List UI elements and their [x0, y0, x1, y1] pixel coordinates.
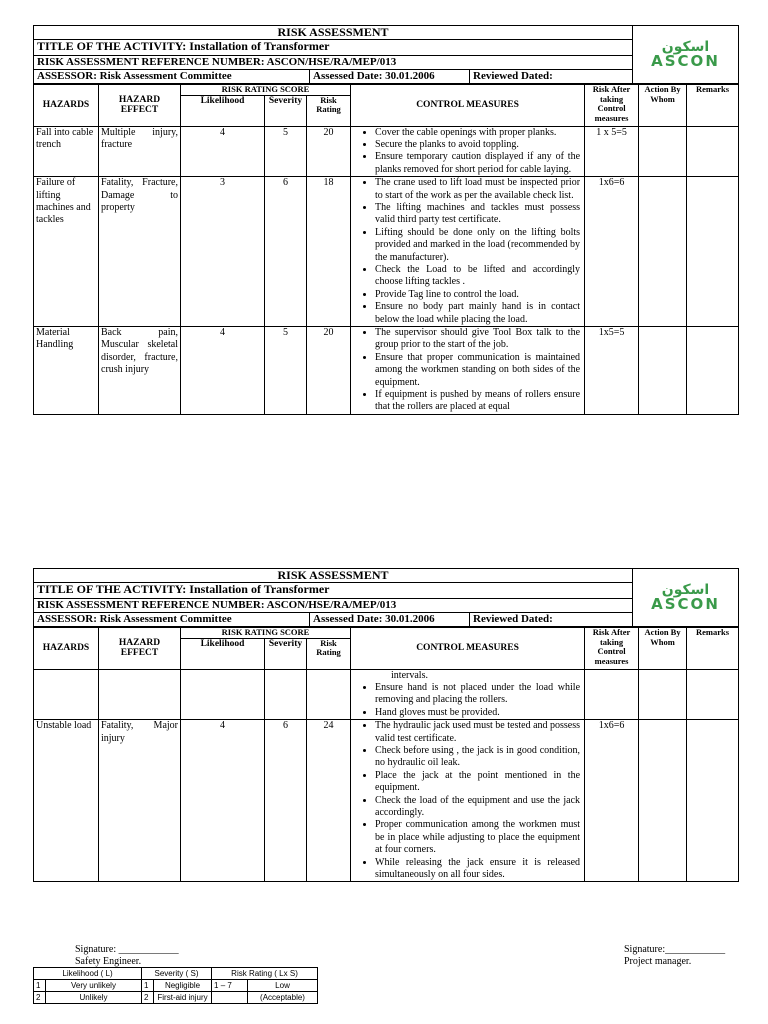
effect-cell: Fatality, Major injury	[99, 720, 181, 882]
col-risk-after: Risk After taking Control measures	[585, 85, 639, 127]
measure-item: • Ensure no body part mainly hand is in contact below the load while placing the load.	[375, 301, 580, 326]
reference-number: RISK ASSESSMENT REFERENCE NUMBER: ASCON/HSE/RA/MEP/013	[34, 56, 633, 70]
remarks-cell	[687, 177, 739, 327]
measure-item: • Proper communication among the workmen must be in place while adjusting to place the equipment at four corners.	[375, 819, 580, 856]
project-manager-signature	[624, 944, 725, 968]
rating-cell: 20	[307, 327, 351, 415]
safety-engineer-signature	[75, 944, 179, 968]
legend-rating-range: 1 – 7	[212, 980, 248, 992]
ascon-logo	[633, 569, 739, 627]
activity-label: TITLE OF THE ACTIVITY:	[37, 582, 187, 596]
likelihood-cell: 4	[181, 126, 265, 177]
header-table	[33, 568, 739, 627]
legend-severity-text: First-aid injury	[154, 992, 212, 1004]
risk-after-cell: 1x5=5	[585, 327, 639, 415]
measure-item: • While releasing the jack ensure it is released simultaneously on all four sides.	[375, 857, 580, 882]
assessor: ASSESSOR: Risk Assessment Committee	[34, 613, 310, 627]
effect-cell: Fatality, Fracture, Damage to property	[99, 177, 181, 327]
control-measures-cell	[351, 720, 585, 882]
legend-rows	[34, 980, 318, 1004]
assessment-sheet-1	[33, 25, 738, 415]
effect-cell	[99, 669, 181, 720]
likelihood-cell: 4	[181, 327, 265, 415]
col-action-by: Action By Whom	[639, 85, 687, 127]
rating-cell: 18	[307, 177, 351, 327]
severity-cell: 6	[265, 720, 307, 882]
hazard-cell: Material Handling	[34, 327, 99, 415]
col-remarks: Remarks	[687, 628, 739, 670]
measure-item: • Place the jack at the point mentioned in the equipment.	[375, 770, 580, 795]
measure-item: • Check the load of the equipment and use the jack accordingly.	[375, 795, 580, 820]
risk-row	[34, 126, 739, 177]
effect-cell: Back pain, Muscular skeletal disorder, fracture, crush injury	[99, 327, 181, 415]
legend-likelihood-num: 1	[34, 980, 46, 992]
activity-value: Installation of Transformer	[189, 582, 330, 596]
assessor: ASSESSOR: Risk Assessment Committee	[34, 70, 310, 84]
measure-item: • The lifting machines and tackles must possess valid third party test certificate.	[375, 202, 580, 227]
signature-role: Safety Engineer.	[75, 956, 142, 967]
measures-list	[353, 127, 580, 177]
col-risk-rating-score: RISK RATING SCORE	[181, 628, 351, 639]
col-risk-rating-score: RISK RATING SCORE	[181, 85, 351, 96]
continuation-text: intervals.	[391, 669, 428, 681]
severity-cell: 6	[265, 177, 307, 327]
col-hazards: HAZARDS	[34, 628, 99, 670]
action-cell	[639, 669, 687, 720]
measure-item: • Ensure that proper communication is maintained among the workmen standing on both sides of the equipment.	[375, 352, 580, 389]
ascon-logo	[633, 26, 739, 84]
logo-arabic: اسكون	[661, 582, 710, 598]
measure-item: • The hydraulic jack used must be tested and possess valid test certificate.	[375, 720, 580, 745]
legend-likelihood-text: Very unlikely	[46, 980, 142, 992]
legend-likelihood-text: Unlikely	[46, 992, 142, 1004]
col-risk-rating: Risk Rating	[307, 638, 351, 669]
risk-after-cell: 1x6=6	[585, 720, 639, 882]
risk-table	[33, 84, 739, 415]
remarks-cell	[687, 126, 739, 177]
rating-legend	[33, 967, 318, 1004]
activity-label: TITLE OF THE ACTIVITY:	[37, 39, 187, 53]
col-hazard-effect: HAZARD EFFECT	[99, 628, 181, 670]
control-measures-cell	[351, 669, 585, 720]
legend-severity-num: 1	[142, 980, 154, 992]
assessed-date: Assessed Date: 30.01.2006	[310, 70, 470, 84]
activity-title	[34, 583, 633, 599]
measure-item: • The crane used to lift load must be inspected prior to start of the work as per the available check list.	[375, 177, 580, 202]
risk-row	[34, 177, 739, 327]
continuation-row	[34, 669, 739, 720]
rating-cell	[307, 669, 351, 720]
action-cell	[639, 177, 687, 327]
col-hazard-effect: HAZARD EFFECT	[99, 85, 181, 127]
remarks-cell	[687, 720, 739, 882]
likelihood-cell: 4	[181, 720, 265, 882]
activity-value: Installation of Transformer	[189, 39, 330, 53]
severity-cell: 5	[265, 126, 307, 177]
control-measures-cell	[351, 177, 585, 327]
measure-item: • Hand gloves must be provided.	[375, 707, 580, 719]
signature-line[interactable]: Signature:____________	[624, 944, 726, 955]
action-cell	[639, 327, 687, 415]
col-action-by: Action By Whom	[639, 628, 687, 670]
col-risk-after: Risk After taking Control measures	[585, 628, 639, 670]
signature-role: Project manager.	[624, 956, 692, 967]
hazard-cell: Fall into cable trench	[34, 126, 99, 177]
measure-item: • Check the Load to be lifted and accordingly choose lifting tackles .	[375, 264, 580, 289]
reviewed-date: Reviewed Dated:	[470, 613, 633, 627]
risk-after-cell	[585, 669, 639, 720]
col-severity: Severity	[265, 638, 307, 669]
reference-number: RISK ASSESSMENT REFERENCE NUMBER: ASCON/HSE/RA/MEP/013	[34, 599, 633, 613]
measures-list	[353, 327, 580, 414]
col-severity: Severity	[265, 95, 307, 126]
rating-cell: 24	[307, 720, 351, 882]
assessed-date: Assessed Date: 30.01.2006	[310, 613, 470, 627]
remarks-cell	[687, 669, 739, 720]
hazard-cell	[34, 669, 99, 720]
header-table	[33, 25, 739, 84]
legend-likelihood-header: Likelihood ( L)	[34, 968, 142, 980]
action-cell	[639, 720, 687, 882]
risk-after-cell: 1x6=6	[585, 177, 639, 327]
col-control-measures: CONTROL MEASURES	[351, 628, 585, 670]
effect-cell: Multiple injury, fracture	[99, 126, 181, 177]
measure-item: • Ensure temporary caution displayed if any of the planks removed for short period for cable laying.	[375, 151, 580, 176]
rating-cell: 20	[307, 126, 351, 177]
continuation-measures	[353, 682, 580, 719]
col-control-measures: CONTROL MEASURES	[351, 85, 585, 127]
legend-row	[34, 992, 318, 1004]
legend-likelihood-num: 2	[34, 992, 46, 1004]
measure-item: • Provide Tag line to control the load.	[375, 289, 580, 301]
logo-english: ASCON	[651, 52, 720, 70]
activity-title	[34, 40, 633, 56]
measures-list	[353, 720, 580, 881]
logo-arabic: اسكون	[661, 39, 710, 55]
control-measures-cell	[351, 327, 585, 415]
legend-rating-range	[212, 992, 248, 1004]
legend-severity-text: Negligible	[154, 980, 212, 992]
reviewed-date: Reviewed Dated:	[470, 70, 633, 84]
col-likelihood: Likelihood	[181, 95, 265, 126]
page2-rows	[34, 720, 739, 882]
logo-english: ASCON	[651, 595, 720, 613]
measure-item: • Check before using , the jack is in good condition, no hydraulic oil leak.	[375, 745, 580, 770]
page1-rows	[34, 126, 739, 414]
risk-row	[34, 720, 739, 882]
measure-item: • Cover the cable openings with proper planks.	[375, 127, 580, 139]
measure-item: • Lifting should be done only on the lifting bolts provided and marked in the load (recommended by the manufacturer).	[375, 227, 580, 264]
assessment-sheet-2	[33, 568, 738, 882]
measure-item: • If equipment is pushed by means of rollers ensure that the rollers are placed at equal	[375, 389, 580, 414]
remarks-cell	[687, 327, 739, 415]
col-risk-rating: Risk Rating	[307, 95, 351, 126]
likelihood-cell	[181, 669, 265, 720]
col-remarks: Remarks	[687, 85, 739, 127]
risk-table	[33, 627, 739, 882]
page-title: RISK ASSESSMENT	[34, 26, 633, 40]
legend-rating-header: Risk Rating ( Lx S)	[212, 968, 318, 980]
severity-cell	[265, 669, 307, 720]
measure-item: • Ensure hand is not placed under the load while removing and placing the rollers.	[375, 682, 580, 707]
likelihood-cell: 3	[181, 177, 265, 327]
measure-item: • The supervisor should give Tool Box talk to the group prior to the start of the job.	[375, 327, 580, 352]
risk-row	[34, 327, 739, 415]
measures-list	[353, 177, 580, 326]
risk-after-cell: 1 x 5=5	[585, 126, 639, 177]
legend-rating-text: Low	[248, 980, 318, 992]
legend-severity-header: Severity ( S)	[142, 968, 212, 980]
col-hazards: HAZARDS	[34, 85, 99, 127]
legend-row	[34, 980, 318, 992]
page-title: RISK ASSESSMENT	[34, 569, 633, 583]
legend-severity-num: 2	[142, 992, 154, 1004]
measure-item: • Secure the planks to avoid toppling.	[375, 139, 580, 151]
signature-line[interactable]: Signature: ____________	[75, 944, 179, 955]
col-likelihood: Likelihood	[181, 638, 265, 669]
legend-rating-text: (Acceptable)	[248, 992, 318, 1004]
control-measures-cell	[351, 126, 585, 177]
action-cell	[639, 126, 687, 177]
severity-cell: 5	[265, 327, 307, 415]
hazard-cell: Failure of lifting machines and tackles	[34, 177, 99, 327]
hazard-cell: Unstable load	[34, 720, 99, 882]
